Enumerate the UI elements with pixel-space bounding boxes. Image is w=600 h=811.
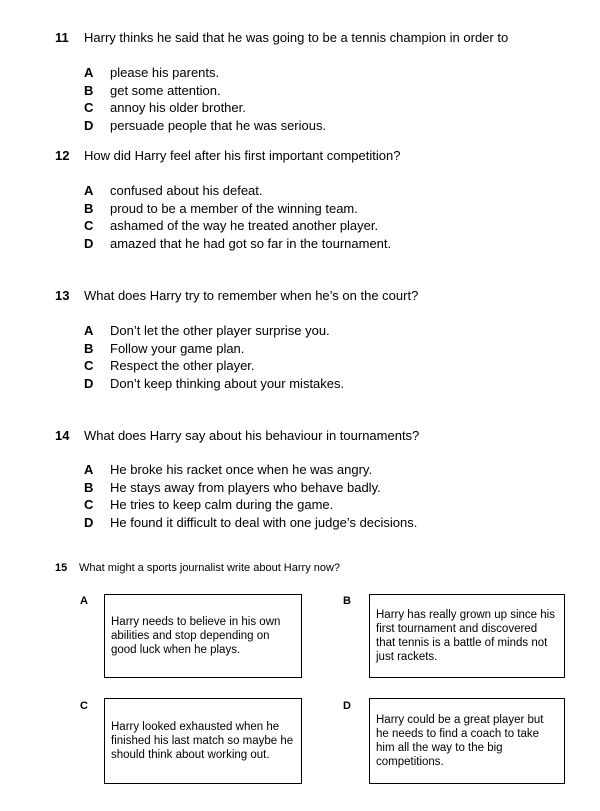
option-text: Respect the other player.: [110, 358, 255, 373]
answer-box-d[interactable]: [369, 698, 565, 784]
box-text: Harry needs to believe in his own abilities and stop depending on good luck when he plays.: [111, 616, 281, 656]
question-13: [55, 288, 418, 303]
option-letter: B: [84, 340, 94, 356]
option-text: confused about his defeat.: [110, 183, 263, 198]
question-number: 12: [55, 148, 70, 163]
option-text: Follow your game plan.: [110, 340, 245, 356]
options-11: [84, 64, 326, 134]
option-letter: B: [84, 200, 94, 216]
question-number: 11: [55, 30, 69, 45]
option-letter: C: [84, 218, 94, 233]
option-letter: A: [84, 183, 94, 198]
option-text: He broke his racket once when he was angry.: [110, 462, 373, 477]
option-letter: D: [84, 514, 94, 530]
option-d[interactable]: [84, 235, 391, 253]
option-letter: D: [84, 117, 94, 133]
question-text: What does Harry say about his behaviour in tournaments?: [84, 428, 420, 443]
option-letter: C: [84, 497, 94, 512]
options-13: [84, 322, 344, 392]
option-c[interactable]: [84, 99, 326, 117]
option-letter: A: [84, 323, 94, 338]
option-a[interactable]: [84, 322, 344, 340]
option-b[interactable]: [84, 200, 391, 218]
option-text: Don’t keep thinking about your mistakes.: [110, 375, 345, 391]
option-letter: D: [84, 235, 94, 251]
option-b[interactable]: [84, 82, 326, 100]
option-letter: D: [84, 375, 94, 391]
option-c[interactable]: [84, 217, 391, 235]
option-letter: B: [84, 82, 94, 98]
box-text: Harry could be a great player but he needs to find a coach to take him all the way to the big competitions.: [376, 714, 544, 768]
answer-box-b[interactable]: [369, 594, 565, 678]
answer-box-c[interactable]: [104, 698, 302, 784]
question-number: 13: [55, 288, 70, 303]
question-14: [55, 428, 419, 443]
answer-box-a[interactable]: [104, 594, 302, 678]
option-a[interactable]: [84, 461, 417, 479]
question-11: [55, 30, 508, 45]
box-letter-c: C: [80, 700, 88, 712]
option-b[interactable]: [84, 340, 344, 358]
option-d[interactable]: [84, 514, 417, 532]
option-text: persuade people that he was serious.: [110, 117, 327, 133]
option-c[interactable]: [84, 496, 417, 514]
option-text: ashamed of the way he treated another player.: [110, 218, 379, 233]
box-text: Harry has really grown up since his first tournament and discovered that tennis is a battle of minds not just rackets.: [376, 609, 555, 663]
option-text: please his parents.: [110, 65, 220, 80]
option-text: amazed that he had got so far in the tournament.: [110, 235, 392, 251]
question-12: [55, 148, 400, 163]
option-a[interactable]: [84, 182, 391, 200]
option-text: Don’t let the other player surprise you.: [110, 323, 330, 338]
question-text: What might a sports journalist write about Harry now?: [79, 562, 341, 574]
option-text: He found it difficult to deal with one judge’s decisions.: [110, 514, 418, 530]
box-letter-b: B: [343, 595, 351, 607]
question-number: 15: [55, 562, 68, 574]
option-b[interactable]: [84, 479, 417, 497]
option-text: annoy his older brother.: [110, 100, 246, 115]
box-text: Harry looked exhausted when he finished his last match so maybe he should think about working out.: [111, 721, 294, 761]
option-letter: C: [84, 358, 94, 373]
question-text: How did Harry feel after his first important competition?: [84, 148, 401, 163]
question-text: What does Harry try to remember when he’s on the court?: [84, 288, 419, 303]
question-text: Harry thinks he said that he was going to be a tennis champion in order to: [84, 30, 509, 45]
option-a[interactable]: [84, 64, 326, 82]
box-letter-a: A: [80, 595, 88, 607]
option-text: proud to be a member of the winning team.: [110, 200, 358, 216]
options-14: [84, 461, 417, 531]
option-letter: A: [84, 462, 94, 477]
option-letter: B: [84, 479, 94, 495]
options-12: [84, 182, 391, 252]
option-text: He tries to keep calm during the game.: [110, 497, 334, 512]
box-letter-d: D: [343, 700, 351, 712]
option-d[interactable]: [84, 375, 344, 393]
option-text: He stays away from players who behave badly.: [110, 479, 381, 495]
option-d[interactable]: [84, 117, 326, 135]
question-15: [55, 562, 340, 574]
option-c[interactable]: [84, 357, 344, 375]
question-number: 14: [55, 428, 70, 443]
option-text: get some attention.: [110, 82, 221, 98]
option-letter: C: [84, 100, 94, 115]
option-letter: A: [84, 65, 94, 80]
